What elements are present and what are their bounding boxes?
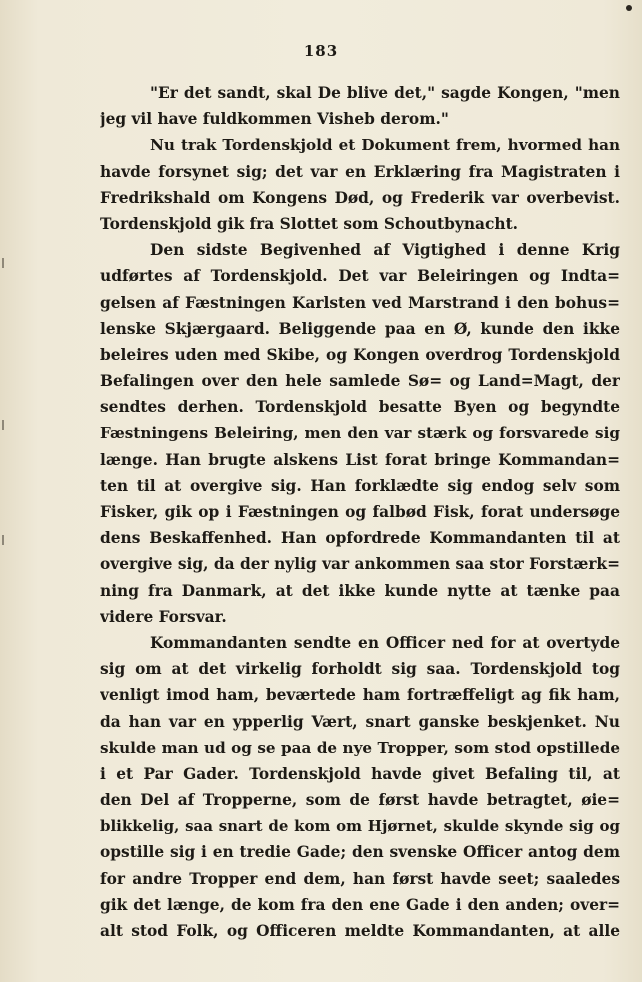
text-line: alt stod Folk, og Officeren meldte Kommandanten, at alle (100, 922, 620, 940)
text-line: dens Beskaffenhed. Han opfordrede Kommandanten til at (100, 529, 620, 548)
text-line: sendtes derhen. Tordenskjold besatte Byen og begyndte (100, 398, 620, 417)
text-line: overgive sig, da der nylig var ankommen saa stor Forstærk= (100, 555, 620, 574)
text-line: ning fra Danmark, at det ikke kunde nytte at tænke paa (100, 581, 620, 600)
text-line: Fisker, gik op i Fæstningen og falbød Fisk, forat undersøge (100, 503, 620, 521)
text-line: udførtes af Tordenskjold. Det var Beleiringen og Indta= (100, 267, 620, 286)
text-line: beleires uden med Skibe, og Kongen overdrog Tordenskjold (100, 345, 620, 364)
text-line: havde forsynet sig; det var en Erklæring fra Magistraten i (100, 162, 620, 181)
text-line: blikkelig, saa snart de kom om Hjørnet, skulde skynde sig og (100, 817, 620, 836)
ink-speck (626, 5, 632, 11)
text-line: skulde man ud og se paa de nye Tropper, som stod opstillede (100, 738, 620, 757)
text-line: Fredrikshald om Kongens Død, og Frederik var overbevist. (100, 188, 620, 207)
text-line: ten til at overgive sig. Han forklædte sig endog selv som (100, 476, 620, 495)
edge-mark (2, 420, 4, 430)
body-text (100, 80, 620, 944)
edge-mark (2, 535, 4, 545)
text-line: Den sidste Begivenhed af Vigtighed i denne Krig (150, 241, 620, 260)
text-line: Kommandanten sendte en Officer ned for at overtyde (150, 633, 620, 652)
text-line: Nu trak Tordenskjold et Dokument frem, hvormed han (150, 136, 620, 155)
text-line: da han var en ypperlig Vært, snart ganske beskjenket. Nu (100, 712, 620, 731)
text-line: den Del af Tropperne, som de først havde betragtet, øie= (100, 791, 620, 810)
text-line: gik det længe, de kom fra den ene Gade i den anden; over= (100, 895, 620, 914)
text-line: sig om at det virkelig forholdt sig saa. Tordenskjold tog (100, 660, 620, 679)
text-line: Fæstningens Beleiring, men den var stærk og forsvarede sig (100, 424, 620, 443)
text-line: i et Par Gader. Tordenskjold havde givet Befaling til, at (100, 764, 620, 783)
text-line: jeg vil have fuldkommen Visheb derom." (100, 110, 449, 129)
text-line: lenske Skjærgaard. Beliggende paa en Ø, kunde den ikke (100, 319, 620, 338)
text-line: gelsen af Fæstningen Karlsten ved Marstrand i den bohus= (100, 293, 620, 312)
edge-mark (2, 258, 4, 268)
text-line: Tordenskjold gik fra Slottet som Schoutbynacht. (100, 214, 519, 233)
text-line: venligt imod ham, beværtede ham fortræffeligt ag fik ham, (100, 686, 620, 705)
text-line: Befalingen over den hele samlede Sø= og Land=Magt, der (100, 372, 620, 391)
text-line: for andre Tropper end dem, han først havde seet; saaledes (100, 869, 620, 888)
text-line: "Er det sandt, skal De blive det," sagde Kongen, "men (150, 84, 620, 102)
text-line: opstille sig i en tredie Gade; den svenske Officer antog dem (100, 843, 620, 862)
page-number: 183 (303, 42, 339, 60)
text-line: videre Forsvar. (100, 607, 227, 626)
text-line: længe. Han brugte alskens List forat bringe Kommandan= (100, 450, 620, 469)
